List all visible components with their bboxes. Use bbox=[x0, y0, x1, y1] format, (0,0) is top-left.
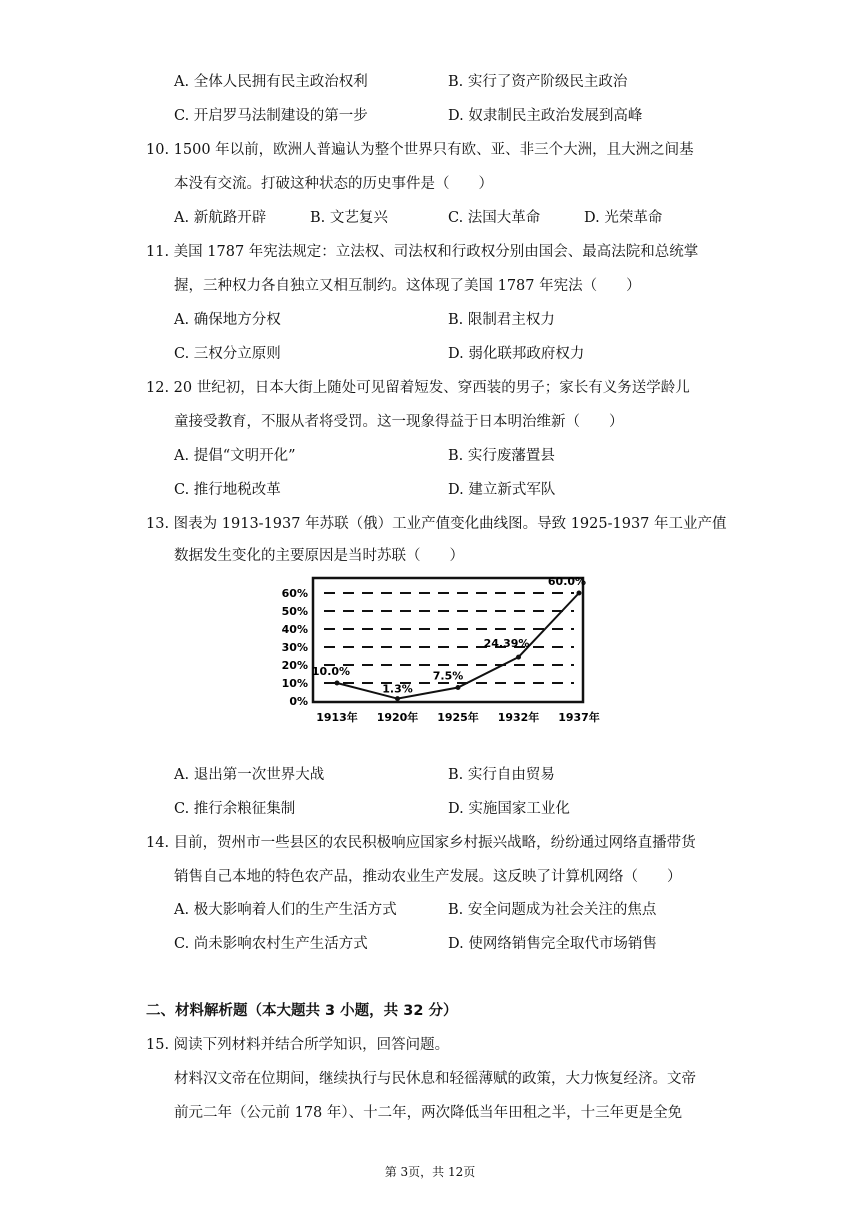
q10-stem-line2: 本没有交流。打破这种状态的历史事件是（ ） bbox=[174, 176, 493, 192]
q13-stem-line1: 13. 图表为 1913-1937 年苏联（俄）工业产值变化曲线图。导致 1925-1937 年工业产值 bbox=[146, 516, 727, 532]
q15-stem-line1: 15. 阅读下列材料并结合所学知识，回答问题。 bbox=[146, 1037, 450, 1053]
q9-option-d: D. 奴隶制民主政治发展到高峰 bbox=[448, 108, 643, 124]
data-label: 7.5% bbox=[432, 669, 464, 683]
x-tick-label: 1920年 bbox=[376, 711, 419, 724]
x-tick-label: 1932年 bbox=[497, 711, 540, 724]
data-point bbox=[395, 696, 400, 701]
q13-option-c: C. 推行余粮征集制 bbox=[174, 801, 296, 817]
x-tick-label: 1937年 bbox=[558, 711, 600, 724]
q11-option-b: B. 限制君主权力 bbox=[448, 312, 555, 328]
data-point bbox=[577, 591, 582, 596]
q13-option-d: D. 实施国家工业化 bbox=[448, 801, 570, 817]
q13-option-b: B. 实行自由贸易 bbox=[448, 767, 555, 783]
q13-stem-line2: 数据发生变化的主要原因是当时苏联（ ） bbox=[174, 548, 464, 564]
q12-option-d: D. 建立新式军队 bbox=[448, 482, 556, 498]
q14-option-c: C. 尚未影响农村生产生活方式 bbox=[174, 936, 368, 952]
q10-option-b: B. 文艺复兴 bbox=[310, 210, 388, 226]
y-tick-label: 10% bbox=[281, 677, 308, 690]
y-tick-label: 60% bbox=[281, 587, 308, 600]
data-label: 1.3% bbox=[382, 682, 413, 696]
q9-option-b: B. 实行了资产阶级民主政治 bbox=[448, 74, 628, 90]
q9-option-c: C. 开启罗马法制建设的第一步 bbox=[174, 108, 368, 124]
q14-stem-line1: 14. 目前，贺州市一些县区的农民积极响应国家乡村振兴战略，纷纷通过网络直播带货 bbox=[146, 835, 696, 851]
q14-option-d: D. 使网络销售完全取代市场销售 bbox=[448, 936, 657, 952]
q11-option-d: D. 弱化联邦政府权力 bbox=[448, 346, 585, 362]
q11-option-a: A. 确保地方分权 bbox=[174, 312, 281, 328]
y-tick-label: 40% bbox=[281, 623, 308, 636]
section-heading: 二、材料解析题（本大题共 3 小题，共 32 分） bbox=[146, 1003, 458, 1019]
q12-stem-line1: 12. 20 世纪初，日本大街上随处可见留着短发、穿西装的男子；家长有义务送学龄儿 bbox=[146, 380, 690, 396]
y-tick-label: 30% bbox=[281, 641, 308, 654]
data-label: 10.0% bbox=[311, 665, 351, 678]
y-tick-label: 50% bbox=[281, 605, 308, 618]
q10-option-d: D. 光荣革命 bbox=[584, 210, 663, 226]
q14-option-a: A. 极大影响着人们的生产生活方式 bbox=[174, 902, 397, 918]
q12-stem-line2: 童接受教育，不服从者将受罚。这一现象得益于日本明治维新（ ） bbox=[174, 414, 624, 430]
data-label: 24.39% bbox=[483, 637, 530, 651]
q11-option-c: C. 三权分立原则 bbox=[174, 346, 281, 362]
data-point bbox=[456, 685, 461, 690]
q9-option-a: A. 全体人民拥有民主政治权利 bbox=[174, 74, 368, 90]
data-point bbox=[516, 655, 521, 660]
y-tick-label: 0% bbox=[289, 695, 308, 708]
q11-stem-line1: 11. 美国 1787 年宪法规定：立法权、司法权和行政权分别由国会、最高法院和总统掌 bbox=[146, 244, 699, 260]
q11-stem-line2: 握，三种权力各自独立又相互制约。这体现了美国 1787 年宪法（ ） bbox=[174, 278, 641, 294]
q10-option-a: A. 新航路开辟 bbox=[174, 210, 267, 226]
x-tick-label: 1913年 bbox=[316, 711, 358, 724]
q14-stem-line2: 销售自己本地的特色农产品，推动农业生产发展。这反映了计算机网络（ ） bbox=[174, 869, 682, 885]
q10-stem-line1: 10. 1500 年以前，欧洲人普遍认为整个世界只有欧、亚、非三个大洲，且大洲之间基 bbox=[146, 142, 694, 158]
data-point bbox=[335, 681, 340, 686]
q12-option-a: A. 提倡“文明开化” bbox=[174, 448, 296, 464]
q12-option-b: B. 实行废藩置县 bbox=[448, 448, 555, 464]
q13-option-a: A. 退出第一次世界大战 bbox=[174, 767, 325, 783]
y-tick-label: 20% bbox=[281, 659, 308, 672]
q15-material-line1: 材料汉文帝在位期间，继续执行与民休息和轻徭薄赋的政策，大力恢复经济。文帝 bbox=[174, 1071, 696, 1087]
q10-option-c: C. 法国大革命 bbox=[448, 210, 541, 226]
q12-option-c: C. 推行地税改革 bbox=[174, 482, 281, 498]
industrial-output-chart bbox=[272, 570, 600, 730]
q14-option-b: B. 安全问题成为社会关注的焦点 bbox=[448, 902, 657, 918]
data-label: 60.0% bbox=[547, 575, 587, 588]
page-footer: 第 3页，共 12页 bbox=[384, 1165, 476, 1179]
x-tick-label: 1925年 bbox=[437, 711, 479, 724]
q15-material-line2: 前元二年（公元前 178 年）、十二年，两次降低当年田租之半，十三年更是全免 bbox=[174, 1105, 683, 1121]
